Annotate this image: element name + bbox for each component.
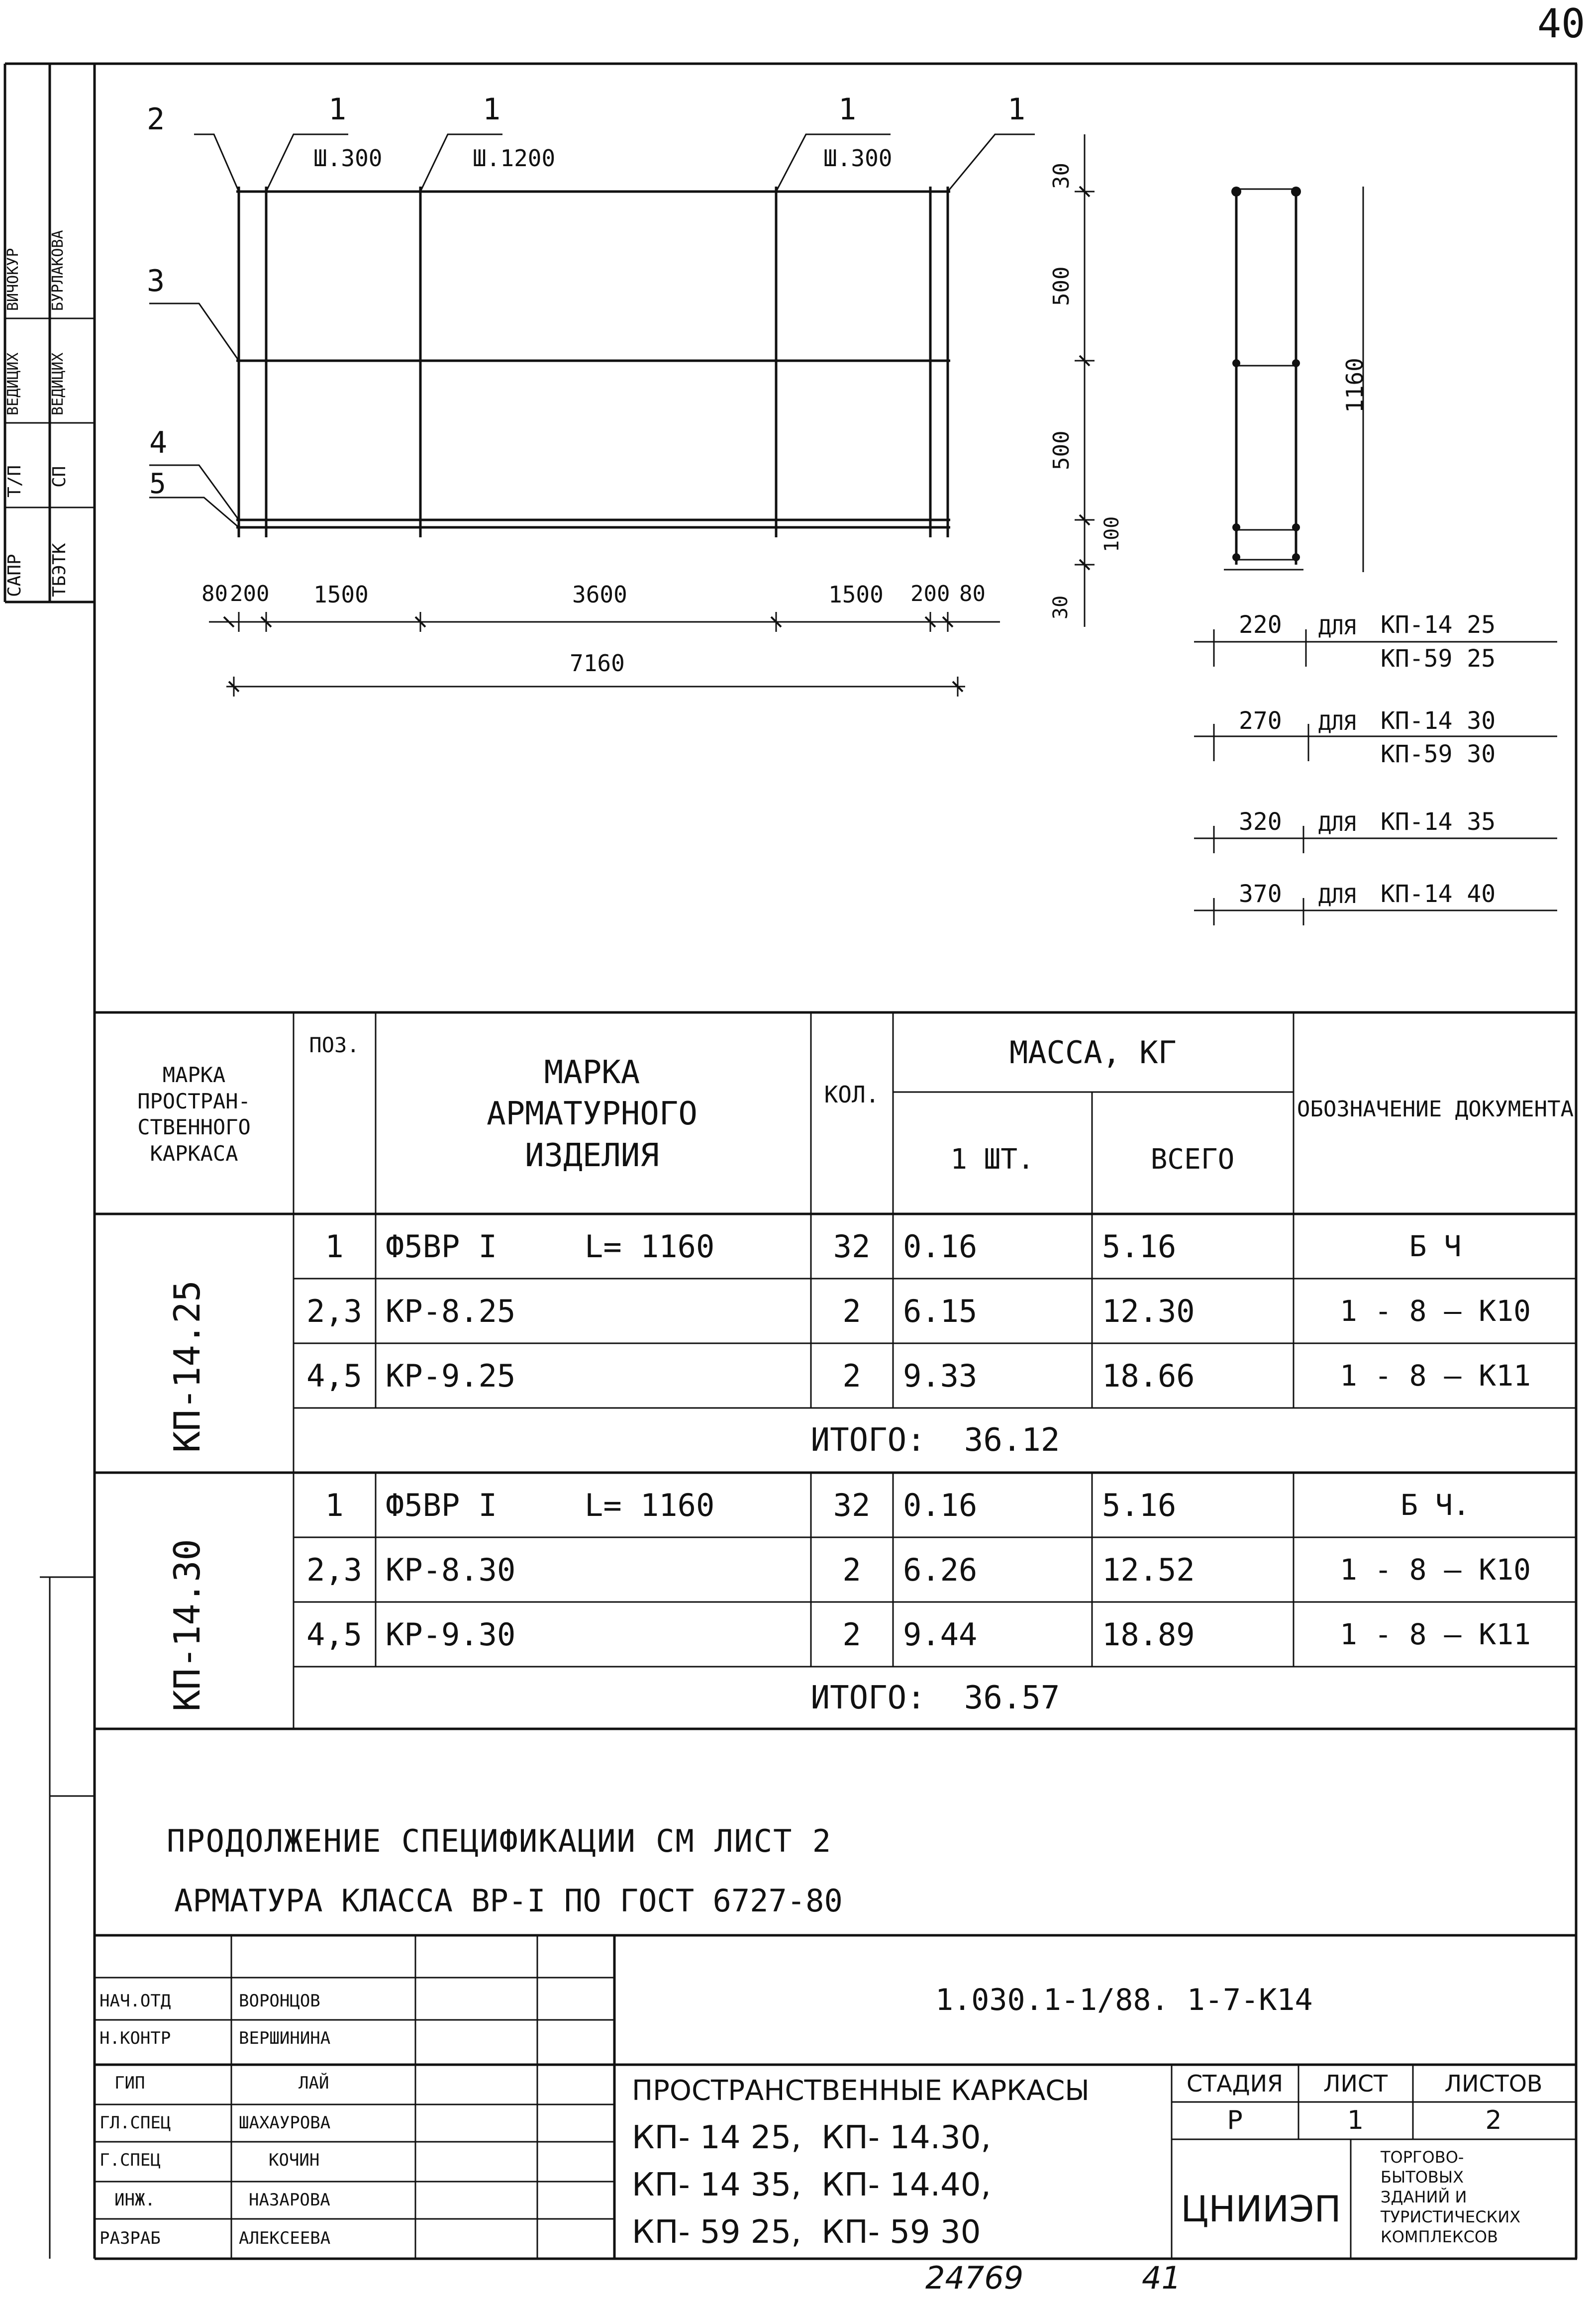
group-1-subtotal: ИТОГО: 36.12: [810, 1422, 1060, 1459]
organization-sub-4: ТУРИСТИЧЕСКИХ: [1381, 2207, 1521, 2226]
footer-number-right: 41: [1142, 2260, 1181, 2296]
signature-name: ЛАЙ: [299, 2073, 329, 2093]
callout-1a: 1: [328, 92, 347, 127]
table-cell: L= 1160: [585, 1228, 715, 1265]
variant-1-dim: 220: [1239, 611, 1282, 639]
header-item-mark: МАРКА АРМАТУРНОГО ИЗДЕЛИЯ: [487, 1054, 698, 1174]
variant-1-mark-1: КП-14 25: [1381, 611, 1496, 639]
side-stamp-role-1: САПР: [4, 554, 25, 597]
table-cell: КР-9.25: [386, 1357, 516, 1394]
stage-label: СТАДИЯ: [1187, 2070, 1283, 2097]
table-cell: 0.16: [903, 1228, 978, 1265]
table-cell: 9.33: [903, 1357, 978, 1394]
title-line-4: КП- 59 25, КП- 59 30: [632, 2214, 981, 2251]
table-cell: КР-9.30: [386, 1616, 516, 1653]
organization-sub-5: КОМПЛЕКСОВ: [1381, 2227, 1498, 2246]
signature-role: Г.СПЕЦ: [100, 2150, 161, 2170]
table-cell: 2: [842, 1616, 861, 1653]
table-cell: Ф5ВР I: [386, 1228, 497, 1265]
table-cell: 1 - 8 — К10: [1339, 1294, 1531, 1328]
table-cell: L= 1160: [585, 1487, 715, 1523]
signature-role: Н.КОНТР: [100, 2028, 171, 2048]
callout-1b: 1: [483, 92, 501, 127]
variant-1-for: ДЛЯ: [1318, 615, 1356, 639]
group-2-subtotal: ИТОГО: 36.57: [810, 1679, 1060, 1716]
header-frame-mark: МАРКА ПРОСТРАН- СТВЕННОГО КАРКАСА: [137, 1063, 251, 1166]
table-cell: 2,3: [306, 1293, 362, 1329]
dim-vert-500-2: 500: [1049, 430, 1074, 470]
table-cell: 1 - 8 — К11: [1339, 1359, 1531, 1393]
header-document: ОБОЗНАЧЕНИЕ ДОКУМЕНТА: [1297, 1097, 1574, 1122]
callout-1a-note: Ш.300: [313, 145, 383, 172]
page-number: 40: [1537, 0, 1586, 47]
variant-3-mark-1: КП-14 35: [1381, 808, 1496, 836]
side-stamp-name-4: БУРЛАКОВА: [49, 230, 67, 311]
table-cell: КР-8.30: [386, 1551, 516, 1588]
table-cell: 18.89: [1102, 1616, 1195, 1653]
header-mass: МАССА, КГ: [1009, 1034, 1177, 1071]
variant-1-mark-2: КП-59 25: [1381, 645, 1496, 673]
table-cell: Ф5ВР I: [386, 1487, 497, 1523]
table-cell: 1: [325, 1228, 344, 1265]
table-cell: 2: [842, 1551, 861, 1588]
callout-1c: 1: [838, 92, 857, 127]
sheet-label: ЛИСТ: [1323, 2070, 1388, 2097]
table-cell: 1 - 8 — К10: [1339, 1553, 1531, 1587]
side-stamp-name-3: ВЕДИЦИХ: [49, 352, 67, 415]
signature-name: ВОРОНЦОВ: [239, 1991, 320, 2011]
table-cell: 0.16: [903, 1487, 978, 1523]
group-2-frame-mark: КП-14.30: [166, 1539, 208, 1711]
signature-role: НАЧ.ОТД: [100, 1991, 171, 2011]
signature-name: ВЕРШИНИНА: [239, 2028, 331, 2048]
organization-sub-3: ЗДАНИЙ И: [1381, 2188, 1467, 2206]
table-cell: 2,3: [306, 1551, 362, 1588]
side-stamp-role-3: ВЕДИЦИХ: [4, 352, 22, 415]
table-cell: Б Ч.: [1400, 1488, 1470, 1522]
signature-role: ИНЖ.: [114, 2190, 155, 2210]
footer-number-left: 24769: [925, 2260, 1024, 2296]
section-height-1160: 1160: [1341, 358, 1368, 413]
table-cell: 2: [842, 1357, 861, 1394]
side-stamp-name-1: ТБЭТК: [49, 543, 70, 597]
variant-2-dim: 270: [1239, 707, 1282, 735]
table-cell: 6.26: [903, 1551, 978, 1588]
signature-name: КОЧИН: [269, 2150, 320, 2170]
table-cell: КР-8.25: [386, 1293, 516, 1329]
signature-name: НАЗАРОВА: [249, 2190, 330, 2210]
table-cell: 1: [325, 1487, 344, 1523]
header-mass-total: ВСЕГО: [1150, 1143, 1235, 1176]
callout-4: 4: [149, 425, 168, 460]
table-cell: 1 - 8 — К11: [1339, 1617, 1531, 1651]
sheets-value: 2: [1485, 2105, 1502, 2135]
header-pos: ПОЗ.: [309, 1032, 360, 1057]
table-cell: 2: [842, 1293, 861, 1329]
sheets-label: ЛИСТОВ: [1444, 2070, 1543, 2097]
organization-name: ЦНИИЭП: [1181, 2188, 1341, 2230]
table-cell: 4,5: [306, 1616, 362, 1653]
dim-1500-right: 1500: [828, 581, 884, 608]
stage-value: Р: [1227, 2105, 1243, 2135]
organization-sub-2: БЫТОВЫХ: [1381, 2168, 1464, 2187]
side-stamp-name-2: СП: [49, 466, 70, 488]
table-cell: 4,5: [306, 1357, 362, 1394]
variant-2-mark-2: КП-59 30: [1381, 740, 1496, 768]
callout-1b-note: Ш.1200: [473, 145, 556, 172]
header-qty: КОЛ.: [824, 1081, 880, 1108]
table-cell: 12.52: [1102, 1551, 1195, 1588]
signature-name: АЛЕКСЕЕВА: [239, 2228, 331, 2248]
header-mass-one: 1 ШТ.: [950, 1143, 1034, 1176]
table-cell: 9.44: [903, 1616, 978, 1653]
side-stamp-role-2: Т/П: [4, 465, 25, 498]
dim-1500-left: 1500: [313, 581, 369, 608]
variant-2-for: ДЛЯ: [1318, 710, 1356, 735]
title-line-3: КП- 14 35, КП- 14.40,: [632, 2167, 991, 2203]
dim-vert-30-top: 30: [1049, 163, 1074, 189]
callout-5: 5: [149, 468, 166, 500]
dim-right-80: 80: [959, 581, 986, 606]
variant-3-for: ДЛЯ: [1318, 811, 1356, 836]
table-cell: 32: [833, 1228, 871, 1265]
variant-2-mark-1: КП-14 30: [1381, 707, 1496, 735]
document-code: 1.030.1-1/88. 1-7-К14: [935, 1983, 1313, 2017]
table-cell: 32: [833, 1487, 871, 1523]
table-cell: Б Ч: [1409, 1229, 1462, 1263]
title-line-1: ПРОСТРАНСТВЕННЫЕ КАРКАСЫ: [632, 2075, 1090, 2107]
signature-role: ГИП: [114, 2073, 145, 2093]
side-stamp-role-4: ВИЧОКУР: [4, 248, 22, 311]
table-cell: 18.66: [1102, 1357, 1195, 1394]
title-line-2: КП- 14 25, КП- 14.30,: [632, 2119, 991, 2156]
table-cell: 5.16: [1102, 1228, 1177, 1265]
sheet-value: 1: [1347, 2105, 1364, 2135]
variant-4-dim: 370: [1239, 880, 1282, 908]
dim-3600: 3600: [572, 581, 627, 608]
table-cell: 5.16: [1102, 1487, 1177, 1523]
callout-3: 3: [147, 264, 165, 299]
dim-vert-500-1: 500: [1049, 266, 1074, 306]
signature-name: ШАХАУРОВА: [239, 2113, 331, 2133]
dim-vert-30-bottom: 30: [1049, 595, 1072, 619]
group-1-frame-mark: КП-14.25: [166, 1280, 208, 1453]
variant-3-dim: 320: [1239, 808, 1282, 836]
callout-1d: 1: [1007, 92, 1026, 127]
dim-vert-100: 100: [1100, 516, 1123, 552]
dim-right-200: 200: [910, 581, 950, 606]
table-cell: 6.15: [903, 1293, 978, 1329]
dim-left-80: 80: [201, 581, 228, 606]
signature-role: РАЗРАБ: [100, 2228, 161, 2248]
table-cell: 12.30: [1102, 1293, 1195, 1329]
note-rebar-class: АРМАТУРА КЛАССА ВР-I ПО ГОСТ 6727-80: [174, 1883, 843, 1919]
dim-left-200: 200: [230, 581, 270, 606]
dim-overall-7160: 7160: [570, 650, 625, 677]
callout-1c-note: Ш.300: [823, 145, 893, 172]
organization-sub-1: ТОРГОВО-: [1381, 2148, 1464, 2167]
callout-2: 2: [147, 102, 165, 137]
variant-4-for: ДЛЯ: [1318, 884, 1356, 908]
signature-role: ГЛ.СПЕЦ: [100, 2113, 171, 2133]
variant-4-mark-1: КП-14 40: [1381, 880, 1496, 908]
note-continuation: ПРОДОЛЖЕНИЕ СПЕЦИФИКАЦИИ СМ ЛИСТ 2: [167, 1823, 832, 1859]
